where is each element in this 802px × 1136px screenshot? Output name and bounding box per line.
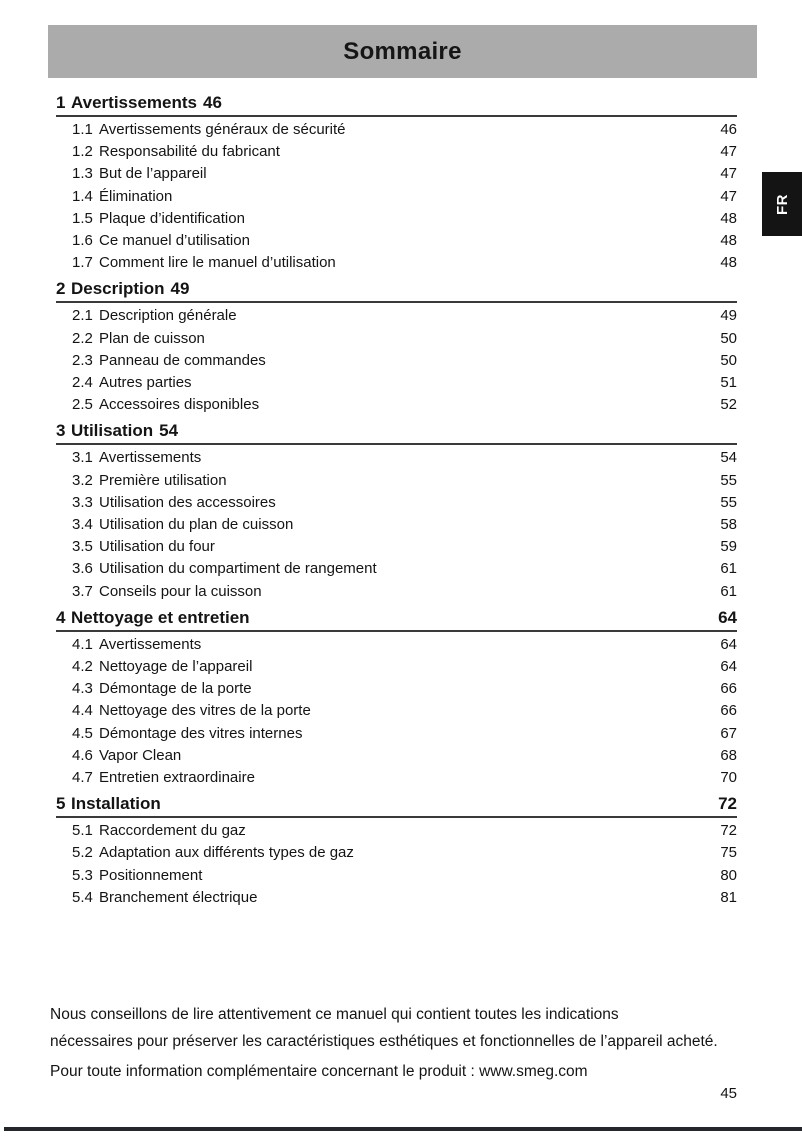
toc-item-page: 61: [720, 560, 737, 578]
toc-item-number: 4.6: [72, 746, 93, 764]
toc-item: [56, 842, 737, 864]
toc-item-title: Première utilisation: [99, 471, 227, 489]
toc-item: [56, 141, 737, 163]
toc-item: [56, 558, 737, 580]
toc-item-title: Utilisation du four: [99, 538, 215, 556]
toc-item-page: 46: [720, 121, 737, 138]
toc-item: [56, 328, 737, 350]
toc-item: [56, 723, 737, 745]
toc-section-number: 1: [56, 93, 66, 112]
toc-item-title: Autres parties: [99, 374, 192, 392]
bottom-rule: [4, 1127, 802, 1131]
toc-item-number: 5.4: [72, 888, 93, 906]
toc-item-number: 1.3: [72, 165, 93, 183]
toc-section-page: 49: [170, 279, 190, 299]
toc-item: [56, 163, 737, 185]
toc-section-page: 72: [718, 794, 737, 814]
toc-item-number: 3.2: [72, 471, 93, 489]
toc-item-number: 1.5: [72, 209, 93, 227]
toc-item-number: 1.6: [72, 232, 93, 250]
toc-item-page: 61: [720, 582, 737, 600]
toc-section-title: Installation: [71, 794, 161, 814]
toc-section-number: 5: [56, 794, 66, 814]
toc-item-page: 50: [720, 351, 737, 369]
toc-item: [56, 208, 737, 230]
toc-item-title: Comment lire le manuel d’utilisation: [99, 254, 336, 272]
toc-item-page: 64: [720, 635, 737, 653]
toc-item-title: Plaque d’identification: [99, 209, 245, 227]
toc: [56, 93, 737, 909]
page-title: Sommaire: [343, 37, 462, 65]
toc-section-items: [56, 820, 737, 909]
toc-section: [56, 279, 737, 416]
toc-item: [56, 887, 737, 909]
toc-item-page: 47: [720, 143, 737, 161]
toc-item: [56, 581, 737, 603]
toc-item: [56, 470, 737, 492]
toc-item-page: 51: [720, 374, 737, 392]
toc-item-number: 3.3: [72, 493, 93, 511]
toc-item-page: 66: [720, 702, 737, 720]
toc-section-number: 2: [56, 279, 66, 299]
toc-item-page: 49: [720, 307, 737, 325]
toc-item-number: 2.2: [72, 329, 93, 347]
toc-section-page: 64: [718, 607, 737, 627]
toc-item-number: 3.5: [72, 538, 93, 556]
page-title-bar: [48, 25, 757, 78]
toc-item-number: 1.1: [72, 121, 93, 138]
toc-item-page: 47: [720, 187, 737, 205]
toc-item: [56, 186, 737, 208]
toc-item: [56, 678, 737, 700]
toc-item-number: 4.2: [72, 658, 93, 676]
toc-item-title: Nettoyage des vitres de la porte: [99, 702, 311, 720]
toc-item-number: 4.4: [72, 702, 93, 720]
toc-item: [56, 865, 737, 887]
toc-section-header: [56, 421, 737, 441]
toc-item-number: 4.7: [72, 769, 93, 787]
toc-item-title: Avertissements généraux de sécurité: [99, 121, 346, 138]
toc-section-page: 46: [203, 93, 222, 112]
toc-item-title: Description générale: [99, 307, 237, 325]
toc-item-number: 5.2: [72, 844, 93, 862]
toc-item-title: Avertissements: [99, 449, 202, 467]
toc-item-number: 3.7: [72, 582, 93, 600]
toc-item-page: 70: [720, 769, 737, 787]
toc-item-title: Nettoyage de l’appareil: [99, 658, 253, 676]
toc-item-number: 2.5: [72, 396, 93, 414]
toc-section: [56, 608, 737, 789]
toc-item-number: 2.1: [72, 307, 93, 325]
toc-item: [56, 767, 737, 789]
toc-item: [56, 820, 737, 842]
toc-item-title: But de l’appareil: [99, 165, 207, 183]
toc-item-page: 47: [720, 165, 737, 183]
toc-section-items: [56, 447, 737, 602]
toc-section-rule: [56, 301, 737, 303]
toc-item-page: 68: [720, 746, 737, 764]
toc-item-title: Utilisation du compartiment de rangement: [99, 560, 377, 578]
toc-item-title: Élimination: [99, 187, 173, 205]
toc-item-title: Panneau de commandes: [99, 351, 266, 369]
toc-item-page: 48: [720, 254, 737, 272]
toc-section-page: 54: [159, 421, 179, 441]
toc-section-rule: [56, 630, 737, 632]
toc-item-title: Vapor Clean: [99, 746, 182, 764]
toc-item-number: 4.1: [72, 635, 93, 653]
toc-item: [56, 514, 737, 536]
toc-section-items: [56, 119, 737, 274]
toc-item-page: 48: [720, 209, 737, 227]
toc-item-page: 72: [720, 822, 737, 840]
toc-item-title: Adaptation aux différents types de gaz: [99, 844, 354, 862]
toc-item-title: Démontage des vitres internes: [99, 724, 303, 742]
toc-item: [56, 447, 737, 469]
toc-item-page: 54: [720, 449, 737, 467]
toc-item: [56, 536, 737, 558]
toc-section: [56, 93, 737, 274]
toc-item: [56, 634, 737, 656]
toc-item-number: 2.4: [72, 374, 93, 392]
footer-note: [50, 1002, 750, 1086]
toc-item-number: 3.1: [72, 449, 93, 467]
toc-item: [56, 394, 737, 416]
toc-section-rule: [56, 115, 737, 117]
toc-item-page: 50: [720, 329, 737, 347]
toc-item-page: 81: [720, 888, 737, 906]
footer-advice-line-2: nécessaires pour préserver les caractéristiques esthétiques et fonctionnelles de l’appareil acheté.: [50, 1032, 718, 1050]
toc-item-title: Conseils pour la cuisson: [99, 582, 262, 600]
toc-item-page: 80: [720, 866, 737, 884]
toc-item: [56, 745, 737, 767]
toc-item-title: Accessoires disponibles: [99, 396, 260, 414]
footer-advice-line-1: Nous conseillons de lire attentivement ce manuel qui contient toutes les indications: [50, 1006, 619, 1023]
toc-item-title: Ce manuel d’utilisation: [99, 232, 250, 250]
toc-item-number: 1.7: [72, 254, 93, 272]
toc-section-number: 4: [56, 607, 66, 627]
toc-section-title: Description: [71, 279, 165, 299]
toc-item: [56, 119, 737, 141]
toc-item-number: 3.6: [72, 560, 93, 578]
language-tab-label: FR: [773, 193, 791, 215]
toc-item-title: Positionnement: [99, 866, 203, 884]
toc-section-items: [56, 305, 737, 416]
toc-item: [56, 230, 737, 252]
toc-item: [56, 350, 737, 372]
language-tab: [762, 172, 802, 236]
toc-item-title: Utilisation du plan de cuisson: [99, 516, 294, 534]
toc-item-number: 4.5: [72, 724, 93, 742]
toc-section-header: [56, 794, 737, 814]
toc-item: [56, 305, 737, 327]
toc-section-rule: [56, 816, 737, 818]
toc-item-page: 75: [720, 844, 737, 862]
toc-item: [56, 656, 737, 678]
toc-item: [56, 492, 737, 514]
toc-item-page: 67: [720, 724, 737, 742]
footer-info-line: Pour toute information complémentaire concernant le produit : www.smeg.com: [50, 1063, 588, 1080]
toc-item-page: 59: [720, 538, 737, 556]
toc-item-number: 1.2: [72, 143, 93, 161]
toc-section-number: 3: [56, 421, 66, 441]
toc-section-title: Utilisation: [71, 421, 154, 441]
toc-item-page: 58: [720, 516, 737, 534]
toc-item: [56, 700, 737, 722]
toc-section-items: [56, 634, 737, 789]
toc-item-number: 4.3: [72, 680, 93, 698]
toc-item-page: 55: [720, 471, 737, 489]
toc-item-number: 1.4: [72, 187, 93, 205]
toc-section-title: Avertissements: [71, 93, 197, 112]
toc-section: [56, 794, 737, 909]
toc-item-title: Avertissements: [99, 635, 202, 653]
toc-section-header: [56, 93, 737, 113]
toc-item-number: 2.3: [72, 351, 93, 369]
toc-item-page: 66: [720, 680, 737, 698]
toc-section-header: [56, 279, 737, 299]
toc-item-number: 3.4: [72, 516, 93, 534]
toc-item-page: 52: [720, 396, 737, 414]
toc-item-number: 5.3: [72, 866, 93, 884]
toc-item-page: 64: [720, 658, 737, 676]
toc-item-title: Responsabilité du fabricant: [99, 143, 280, 161]
toc-item-number: 5.1: [72, 822, 93, 840]
toc-item-title: Raccordement du gaz: [99, 822, 246, 840]
toc-section-title: Nettoyage et entretien: [71, 607, 250, 627]
toc-item: [56, 372, 737, 394]
toc-section: [56, 421, 737, 602]
page-number: 45: [720, 1085, 737, 1102]
toc-item-page: 48: [720, 232, 737, 250]
toc-item-title: Entretien extraordinaire: [99, 769, 255, 787]
toc-item: [56, 252, 737, 274]
toc-section-header: [56, 608, 737, 628]
toc-item-title: Branchement électrique: [99, 888, 258, 906]
toc-item-title: Démontage de la porte: [99, 680, 252, 698]
toc-item-title: Utilisation des accessoires: [99, 493, 276, 511]
toc-section-rule: [56, 443, 737, 445]
toc-item-page: 55: [720, 493, 737, 511]
toc-item-title: Plan de cuisson: [99, 329, 205, 347]
